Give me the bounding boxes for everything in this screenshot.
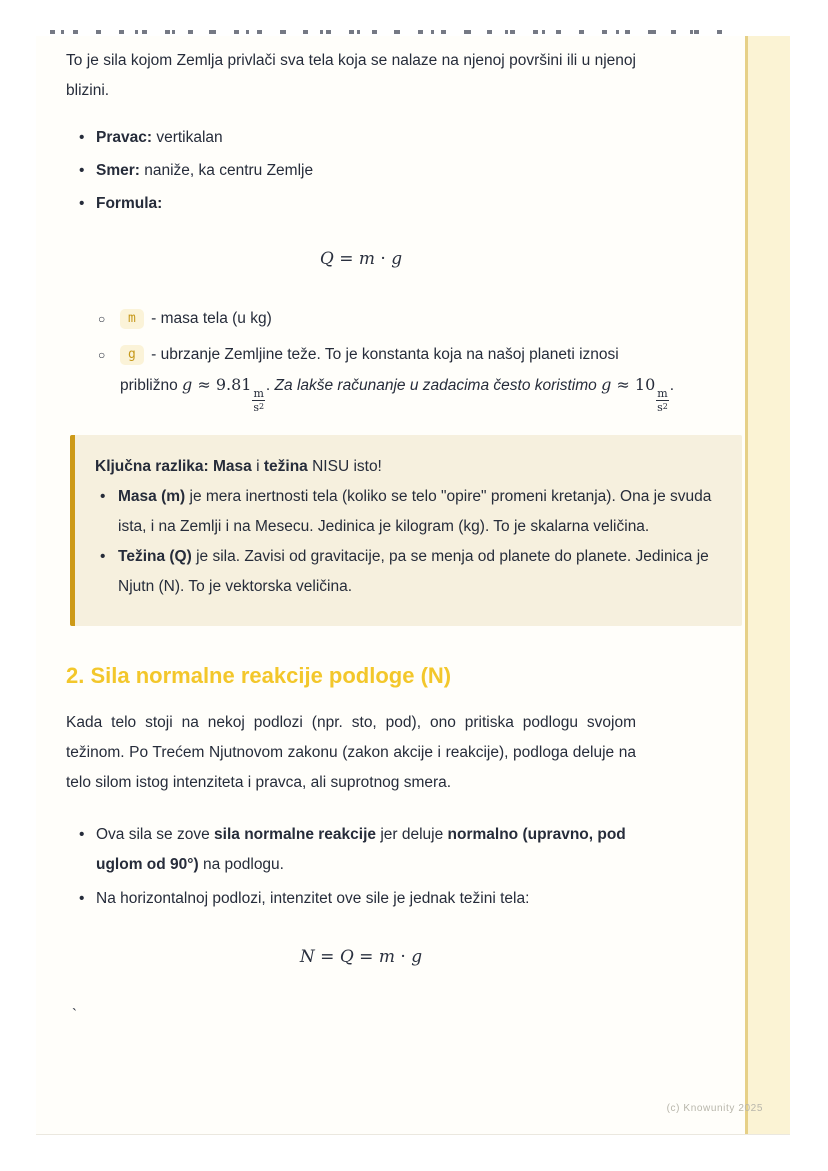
list-item-text: jer deluje — [376, 826, 448, 843]
denominator-base: s — [253, 401, 259, 414]
formula-var: Q — [339, 947, 354, 967]
callout-item-text: je mera inertnosti tela (koliko se telo "opire" promeni kretanja). Ona je svuda ista, i na Zemlji i na Mesecu. Jedinica je kilogram (kg). To je skalarna veličina. — [118, 488, 712, 535]
variable-description: - ubrzanje Zemljine teže. To je konstanta koja na našoj planeti iznosi približno — [120, 346, 619, 394]
formula-var: m — [358, 249, 375, 269]
key-difference-callout — [70, 435, 742, 626]
intro-paragraph: To je sila kojom Zemlja privlači sva tela koja se nalaze na njenoj površini ili u njenoj blizini. — [66, 52, 636, 99]
formula-operator: · — [394, 947, 412, 967]
list-item-bold: normalno (upravno, pod uglom od 90°) — [96, 826, 626, 873]
callout-item-tezina — [95, 542, 716, 602]
list-item — [66, 189, 636, 219]
document-page — [36, 36, 790, 1135]
list-item-text: Ova sila se zove — [96, 826, 215, 843]
list-item — [66, 820, 666, 880]
math-value: ≈ 9.81 — [192, 375, 252, 394]
formula-operator: = — [333, 249, 359, 269]
sentence-period: . — [265, 377, 275, 394]
callout-item-lead: Težina (Q) — [118, 548, 192, 565]
formula-operator: = — [314, 947, 340, 967]
fraction-numerator: m — [657, 387, 668, 400]
fraction-denominator — [252, 401, 264, 413]
fraction-denominator — [656, 401, 668, 413]
callout-title-bold: Masa — [213, 458, 252, 475]
denominator-base: s — [657, 401, 663, 414]
callout-item-text: je sila. Zavisi od gravitacije, pa se menja od planete do planete. Jedinica je Njutn (N). To je vektorska veličina. — [118, 548, 709, 595]
formula-var: g — [411, 947, 423, 967]
variable-item-m — [66, 304, 676, 334]
formula-var: g — [391, 249, 403, 269]
variable-description: - masa tela (u kg) — [151, 310, 272, 327]
list-item-label: Formula: — [96, 195, 163, 212]
unit-fraction-m-per-s2 — [252, 388, 264, 413]
callout-title-bold: težina — [263, 458, 308, 475]
callout-title-bold: Ključna razlika: — [95, 458, 214, 475]
code-badge-m: m — [120, 309, 144, 329]
italic-note: Za lakše računanje u zadacima često koristimo — [274, 377, 602, 394]
formula-operator: · — [375, 249, 392, 269]
formula-variables-list — [66, 304, 674, 414]
callout-list — [95, 482, 716, 602]
page-edge-band — [745, 36, 790, 1134]
weight-formula — [66, 244, 656, 274]
math-value: 10 — [634, 375, 656, 394]
formula-var: m — [378, 947, 395, 967]
list-item — [66, 123, 636, 153]
callout-item-masa — [95, 482, 716, 542]
formula-var: Q — [319, 249, 334, 269]
variable-item-g — [66, 340, 676, 413]
list-item-label: Smer: — [96, 162, 140, 179]
list-item-label: Pravac: — [96, 129, 153, 146]
list-item — [66, 884, 666, 914]
gravity-properties-list — [66, 123, 636, 219]
formula-operator: = — [353, 947, 379, 967]
callout-title-text: i — [251, 458, 264, 475]
callout-title — [95, 452, 716, 482]
page-content — [36, 36, 712, 1030]
denominator-exponent: 2 — [258, 402, 265, 411]
list-item-text: vertikalan — [152, 129, 223, 146]
stray-backtick: ` — [72, 1006, 77, 1023]
section-2-list — [66, 820, 636, 914]
section-2-heading: 2. Sila normalne reakcije podloge (N) — [66, 663, 452, 688]
denominator-exponent: 2 — [662, 402, 668, 411]
sentence-period: . — [669, 377, 674, 394]
normal-force-formula — [66, 942, 656, 972]
unit-fraction-m-per-s2 — [656, 388, 668, 413]
math-var: g — [182, 375, 193, 394]
section-2-paragraph: Kada telo stoji na nekoj podlozi (npr. sto, pod), ono pritiska podlogu svojom težinom. Po Trećem Njutnovom zakonu (zakon akcije i reakcije), podloga deluje na telo silom istog intenziteta i pravca, ali suprotnog smera. — [66, 714, 636, 791]
previous-page-clipped-text — [50, 30, 722, 34]
copyright-footer: (c) Knowunity 2025 — [666, 1103, 763, 1114]
list-item-text: naniže, ka centru Zemlje — [139, 162, 314, 179]
math-var: g — [601, 375, 612, 394]
callout-item-lead: Masa (m) — [118, 488, 186, 505]
math-operator: ≈ — [611, 375, 635, 394]
list-item-bold: sila normalne reakcije — [214, 826, 377, 843]
fraction-numerator: m — [253, 387, 264, 400]
formula-var: N — [299, 947, 315, 967]
list-item-text: na podlogu. — [198, 856, 284, 873]
callout-title-text: NISU isto! — [307, 458, 382, 475]
list-item-text: Na horizontalnoj podlozi, intenzitet ove sile je jednak težini tela: — [96, 890, 530, 907]
code-badge-g: g — [120, 345, 144, 365]
list-item — [66, 156, 636, 186]
